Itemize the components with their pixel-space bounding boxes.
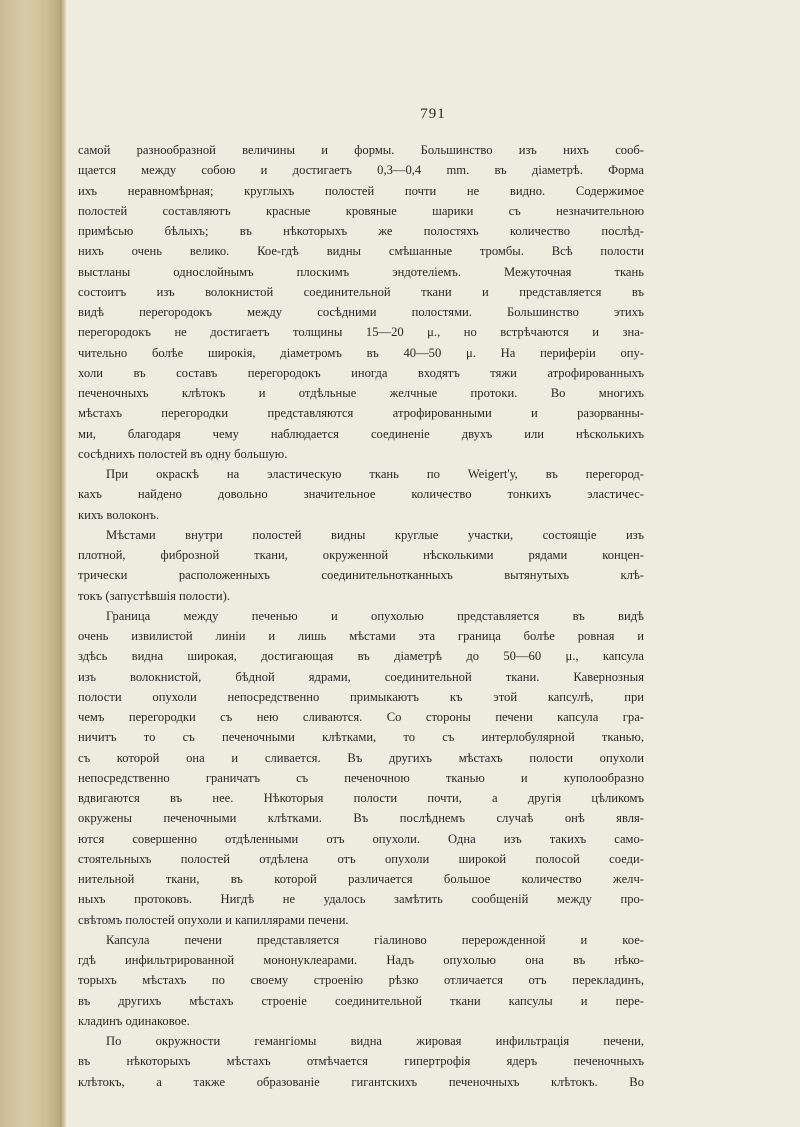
text-line: чемъ перегородки съ нею сливаются. Со стороны печени капсула гра- [78,710,644,724]
text-line: ихъ неравномѣрная; круглыхъ полостей почти не видно. Содержимое [78,183,644,198]
text-line: трически расположенныхъ соединительнотканныхъ вытянутыхъ клѣ- [78,568,644,583]
body-text [78,140,644,1092]
text-line: вдвигаются въ нее. Нѣкоторыя полости почти, а другія цѣликомъ [78,791,644,805]
text-line: ныхъ протоковъ. Нигдѣ не удалось замѣтить сообщеній между про- [78,892,644,907]
text-line: плотной, фиброзной ткани, окруженной нѣсколькими рядами концен- [78,548,644,562]
text-line: нихъ очень велико. Кое-гдѣ видны смѣшанные тромбы. Всѣ полости [78,244,644,259]
text-line: Граница между печенью и опухолью представляется въ видѣ [106,608,644,623]
text-line: здѣсь видна широкая, достигающая въ діаметрѣ до 50—60 μ., капсула [78,649,644,664]
text-line: сосѣднихъ полостей въ одну большую. [78,446,288,461]
page-number: 791 [420,106,446,122]
text-line: выстланы однослойнымъ плоскимъ эндотеліемъ. Межуточная ткань [78,264,644,279]
text-line: щается между собою и достигаетъ 0,3—0,4 mm. въ діаметрѣ. Форма [78,163,644,178]
text-line: Мѣстами внутри полостей видны круглые участки, состоящіе изъ [106,527,644,542]
text-line: нительной ткани, въ которой различается большое количество желч- [78,872,644,886]
text-line: стоятельныхъ полостей отдѣлена отъ опухоли широкой полосой соеди- [78,851,644,866]
text-line: Капсула печени представляется гіалиново перерожденной и кое- [106,932,644,947]
text-line: ются совершенно отдѣленными отъ опухоли. Одна изъ такихъ само- [78,831,644,846]
text-line: полости опухоли непосредственно примыкаютъ къ этой капсулѣ, при [78,689,644,704]
text-line: ми, благодаря чему наблюдается соединеніе двухъ или нѣсколькихъ [78,426,644,441]
text-line: чительно болѣе широкія, діаметромъ въ 40—50 μ. На периферіи опу- [78,345,644,360]
book-page [66,0,800,1127]
text-line: торыхъ мѣстахъ по своему строенію рѣзко отличается отъ перекладинъ, [78,973,644,988]
text-line: видѣ перегородокъ между сосѣдними полостями. Большинство этихъ [78,305,644,319]
facing-page-edge [0,0,62,1127]
text-line: кихъ волоконъ. [78,507,160,522]
text-line: клѣтокъ, а также образованіе гигантскихъ печеночныхъ клѣтокъ. Во [78,1074,644,1089]
text-line: окружены печеночными клѣтками. Въ послѣднемъ случаѣ онѣ явля- [78,811,644,826]
text-line: непосредственно граничатъ съ печеночною тканью и куполообразно [78,770,644,785]
text-line: По окружности гемангіомы видна жировая инфильтрація печени, [106,1034,644,1048]
text-line: холи въ составъ перегородокъ иногда входятъ тяжи атрофированныхъ [78,365,644,380]
text-line: изъ волокнистой, бѣдной ядрами, соединительной ткани. Кавернозныя [78,669,644,684]
text-line: состоитъ изъ волокнистой соединительной ткани и представляется въ [78,284,644,299]
text-line: очень извилистой линіи и лишь мѣстами эта граница болѣе ровная и [78,629,644,643]
text-line: въ другихъ мѣстахъ строеніе соединительной ткани капсулы и пере- [78,993,644,1008]
text-line: токъ (запустѣвшія полости). [78,588,230,603]
text-line: самой разнообразной величины и формы. Большинство изъ нихъ сооб- [78,143,644,157]
text-line: примѣсью бѣлыхъ; въ нѣкоторыхъ же полостяхъ количество послѣд- [78,224,644,238]
text-line: свѣтомъ полостей опухоли и капиллярами печени. [78,912,349,927]
text-line: ничитъ то съ печеночными клѣтками, то съ интерлобулярной тканью, [78,730,644,745]
text-line: съ которой она и сливается. Въ другихъ мѣстахъ полости опухоли [78,750,644,765]
text-line: гдѣ инфильтрированной мононуклеарами. Надъ опухолью она въ нѣко- [78,953,644,967]
text-line: кладинъ одинаковое. [78,1013,190,1028]
text-line: При окраскѣ на эластическую ткань по Weigert'у, въ перегород- [106,467,644,481]
text-line: кахъ найдено довольно значительное количество тонкихъ эластичес- [78,487,644,502]
text-line: полостей составляютъ красные кровяные шарики съ незначительною [78,203,644,218]
text-line: печеночныхъ клѣтокъ и отдѣльные желчные протоки. Во многихъ [78,386,644,400]
text-line: въ нѣкоторыхъ мѣстахъ отмѣчается гипертрофія ядеръ печеночныхъ [78,1054,644,1069]
text-line: мѣстахъ перегородки представляются атрофированными и разорванны- [78,406,644,421]
text-line: перегородокъ не достигаетъ толщины 15—20 μ., но встрѣчаются и зна- [78,325,644,340]
